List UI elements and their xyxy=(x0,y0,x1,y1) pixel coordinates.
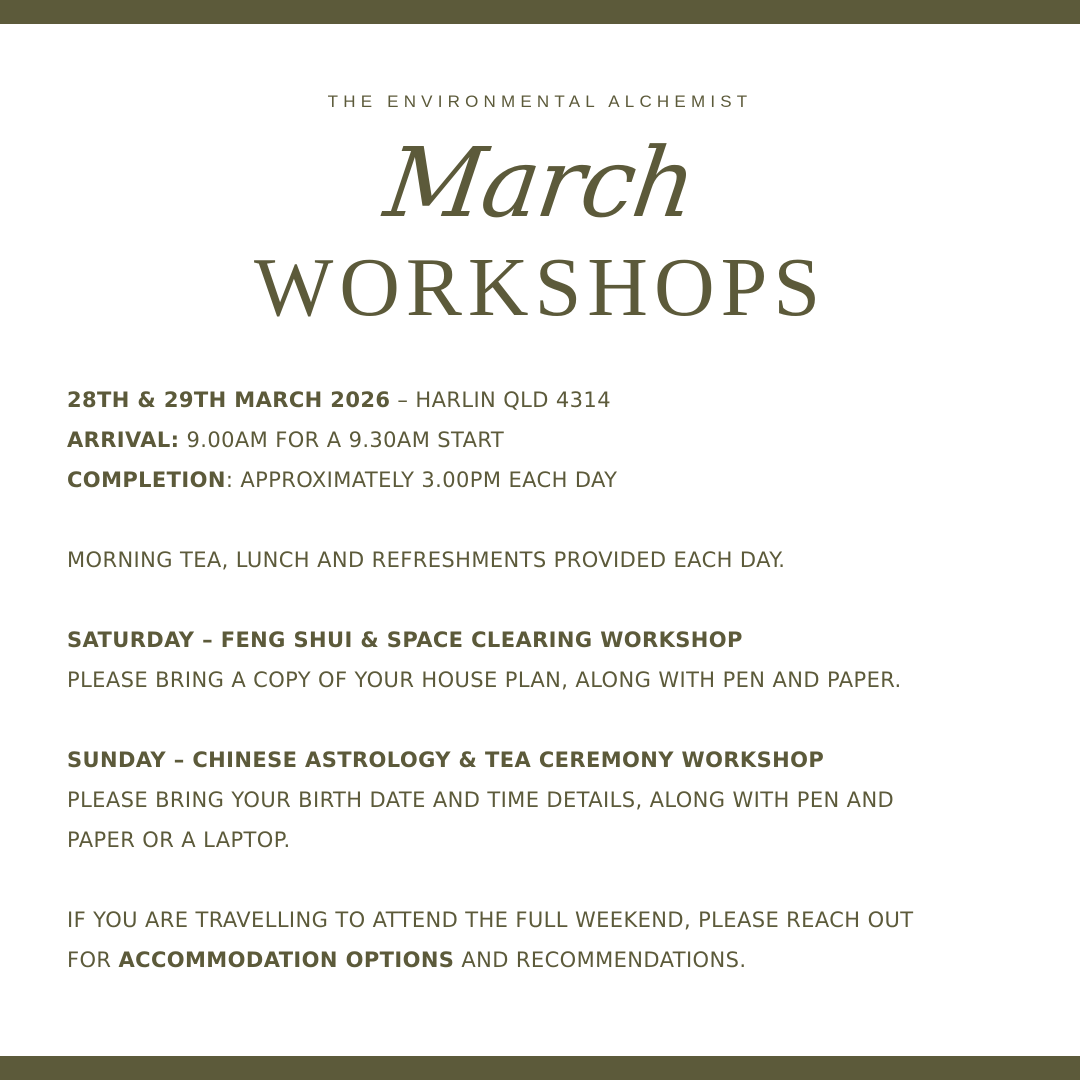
sunday-body-line2: PAPER OR A LAPTOP. xyxy=(67,828,291,852)
arrival-time: 9.00AM FOR A 9.30AM START xyxy=(179,428,505,452)
completion-line xyxy=(67,460,1027,500)
accommodation-options: ACCOMMODATION OPTIONS xyxy=(118,948,455,972)
page-title: WORKSHOPS xyxy=(253,241,827,334)
spacer xyxy=(67,580,1027,620)
completion-label: COMPLETION xyxy=(67,468,226,492)
travel-line2 xyxy=(67,940,1027,980)
arrival-line xyxy=(67,420,1027,460)
spacer xyxy=(67,500,1027,540)
dates-line xyxy=(67,380,1027,420)
saturday-heading: SATURDAY – FENG SHUI & SPACE CLEARING WORKSHOP xyxy=(67,628,743,652)
travel-prefix: FOR xyxy=(67,948,119,972)
travel-suffix: AND RECOMMENDATIONS. xyxy=(454,948,747,972)
workshop-details xyxy=(67,380,1027,980)
spacer xyxy=(67,700,1027,740)
top-border-bar xyxy=(0,0,1080,24)
saturday-body: PLEASE BRING A COPY OF YOUR HOUSE PLAN, ALONG WITH PEN AND PAPER. xyxy=(67,668,902,692)
sunday-heading: SUNDAY – CHINESE ASTROLOGY & TEA CEREMONY WORKSHOP xyxy=(67,748,825,772)
brand-name: THE ENVIRONMENTAL ALCHEMIST xyxy=(327,92,753,111)
catering-note: MORNING TEA, LUNCH AND REFRESHMENTS PROVIDED EACH DAY. xyxy=(67,548,786,572)
bottom-border-bar xyxy=(0,1056,1080,1080)
sunday-body-line1: PLEASE BRING YOUR BIRTH DATE AND TIME DETAILS, ALONG WITH PEN AND xyxy=(67,788,895,812)
travel-line1: IF YOU ARE TRAVELLING TO ATTEND THE FULL WEEKEND, PLEASE REACH OUT xyxy=(67,908,914,932)
script-month-title: March xyxy=(378,127,702,239)
dates-label: 28TH & 29TH MARCH 2026 xyxy=(67,388,391,412)
completion-time: : APPROXIMATELY 3.00PM EACH DAY xyxy=(225,468,618,492)
arrival-label: ARRIVAL: xyxy=(67,428,180,452)
dates-location: – HARLIN QLD 4314 xyxy=(390,388,611,412)
spacer xyxy=(67,860,1027,900)
